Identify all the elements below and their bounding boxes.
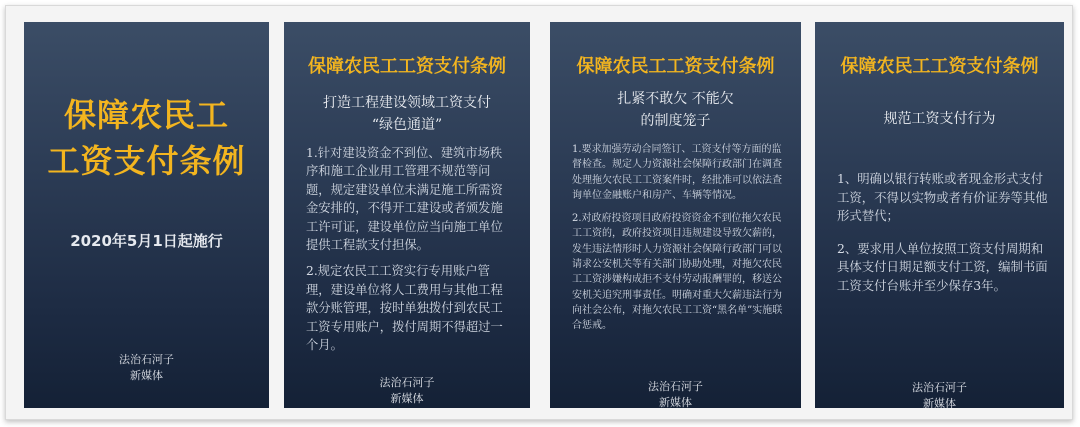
publisher-line2: 新媒体 <box>659 396 692 408</box>
publisher-line1: 法治石河子 <box>648 380 703 393</box>
image-frame <box>5 5 1073 420</box>
panel-body <box>837 170 1048 309</box>
panel-header: 保障农民工工资支付条例 <box>840 56 1039 77</box>
panel-subtitle <box>550 88 801 132</box>
publisher-stamp <box>24 352 269 384</box>
cover-panel <box>24 22 269 408</box>
publisher-line1: 法治石河子 <box>119 353 174 366</box>
panel-header: 保障农民工工资支付条例 <box>308 56 506 77</box>
publisher-stamp <box>284 375 530 407</box>
subtitle-line1: 扎紧不敢欠 不能欠 <box>617 91 734 107</box>
panel-header: 保障农民工工资支付条例 <box>576 56 775 77</box>
green-channel-panel <box>284 22 530 408</box>
body-item-2: 2、要求用人单位按照工资支付周期和具体支付日期足额支付工资，编制书面工资支付台账并至少保存3年。 <box>837 240 1048 293</box>
publisher-line1: 法治石河子 <box>379 376 435 389</box>
cover-title-line1: 保障农民工 <box>63 96 229 134</box>
body-item-1: 1.针对建设资金不到位、建筑市场秩序和施工企业用工管理不规范等问题，规定建设单位未满足施工所需资金安排的，不得开工建设或者颁发施工许可证，建设单位应当向施工单位提供工程款支付担保。 <box>306 146 503 253</box>
payment-conduct-panel <box>815 22 1064 408</box>
panel-body <box>572 142 785 342</box>
subtitle-line2: 的制度笼子 <box>640 113 711 129</box>
publisher-stamp <box>815 380 1064 408</box>
cover-title-line2: 工资支付条例 <box>47 142 246 180</box>
subtitle-line2: “绿色通道” <box>371 117 443 133</box>
body-item-2: 2.对政府投资项目政府投资资金不到位拖欠农民工工资的，政府投资项目违规建设导致欠薪的，发生违法情形时人力资源社会保障行政部门可以请求公安机关等有关部门协助处理，对拖欠农民工工资涉嫌构成拒不支付劳动报酬罪的，移送公安机关追究刑事责任。明确对重大欠薪违法行为向社会公布，对拖欠农民工工资“黑名单”实施联合惩戒。 <box>572 213 783 332</box>
publisher-line2: 新媒体 <box>130 369 163 382</box>
publisher-stamp <box>550 379 801 408</box>
body-item-1: 1、明确以银行转账或者现金形式支付工资，不得以实物或者有价证券等其他形式替代； <box>837 171 1048 223</box>
publisher-line1: 法治石河子 <box>912 381 967 394</box>
publisher-line2: 新媒体 <box>390 392 424 405</box>
publisher-line2: 新媒体 <box>923 397 956 408</box>
effective-date: 2020年5月1日起施行 <box>70 232 223 250</box>
subtitle-line1: 打造工程建设领域工资支付 <box>323 95 491 111</box>
cover-title <box>24 92 269 184</box>
panel-subtitle: 规范工资支付行为 <box>883 111 996 127</box>
body-item-1: 1.要求加强劳动合同签订、工资支付等方面的监督检查。规定人力资源社会保障行政部门在调查处理拖欠农民工工资案件时，经批准可以依法查询单位金融账户和房产、车辆等情况。 <box>572 144 782 201</box>
panel-subtitle <box>284 92 530 136</box>
institution-cage-panel <box>550 22 801 408</box>
body-item-2: 2.规定农民工工资实行专用账户管理，建设单位将人工费用与其他工程款分账管理，按时单独拨付到农民工工资专用账户，拨付周期不得超过一个月。 <box>306 264 503 353</box>
panel-body <box>306 144 514 362</box>
